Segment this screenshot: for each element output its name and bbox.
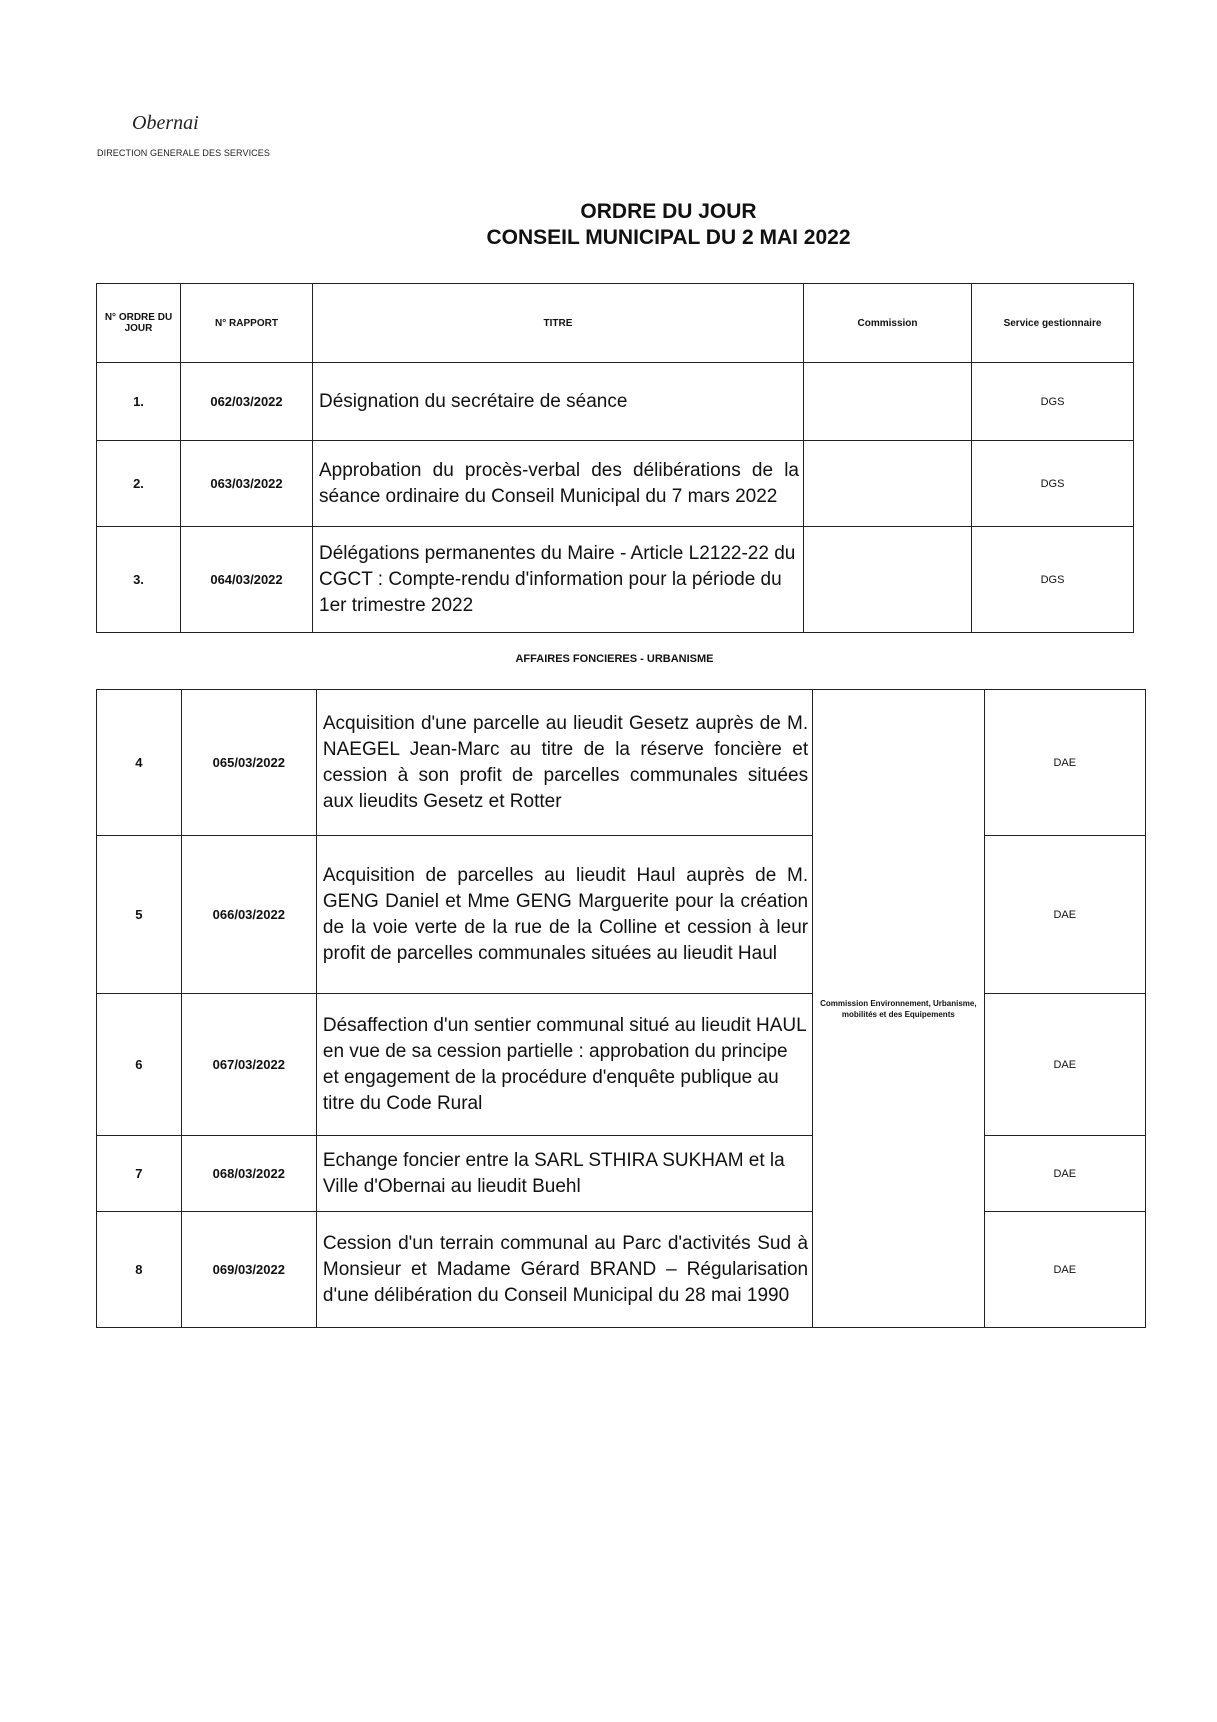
table-header-row bbox=[97, 284, 1134, 363]
section-title: AFFAIRES FONCIERES - URBANISME bbox=[515, 653, 714, 665]
row-ordre: 6 bbox=[97, 994, 182, 1136]
commission-cell: Commission Environnement, Urbanisme, mobilités et des Equipements bbox=[813, 690, 984, 1328]
row-service: DGS bbox=[972, 527, 1134, 633]
header-ordre: N° ORDRE DU JOUR bbox=[97, 284, 181, 363]
row-titre: Acquisition d'une parcelle au lieudit Gesetz auprès de M. NAEGEL Jean-Marc au titre de la réserve foncière et cession à son profit de parcelles communales situées aux lieudits Gesetz et Rotter bbox=[316, 690, 812, 836]
header-service: Service gestionnaire bbox=[972, 284, 1134, 363]
obernai-logo: Obernai bbox=[132, 112, 199, 134]
row-commission bbox=[804, 527, 972, 633]
row-commission bbox=[804, 363, 972, 441]
table-row bbox=[97, 1212, 1146, 1328]
row-titre: Approbation du procès-verbal des délibérations de la séance ordinaire du Conseil Municipal du 7 mars 2022 bbox=[313, 441, 804, 527]
row-ordre: 3. bbox=[97, 527, 181, 633]
table-row bbox=[97, 994, 1146, 1136]
direction-label: DIRECTION GENERALE DES SERVICES bbox=[97, 148, 270, 158]
row-ordre: 5 bbox=[97, 836, 182, 994]
row-titre: Acquisition de parcelles au lieudit Haul auprès de M. GENG Daniel et Mme GENG Marguerite pour la création de la voie verte de la rue de la Colline et cession à leur profit de parcelles communales situées au lieudit Haul bbox=[316, 836, 812, 994]
row-ordre: 8 bbox=[97, 1212, 182, 1328]
row-ordre: 1. bbox=[97, 363, 181, 441]
header-titre: TITRE bbox=[313, 284, 804, 363]
row-rapport: 064/03/2022 bbox=[181, 527, 313, 633]
row-service: DAE bbox=[984, 994, 1145, 1136]
document-subtitle: CONSEIL MUNICIPAL DU 2 MAI 2022 bbox=[486, 226, 851, 249]
row-rapport: 067/03/2022 bbox=[181, 994, 316, 1136]
document-title: ORDRE DU JOUR bbox=[580, 200, 757, 223]
row-service: DGS bbox=[972, 441, 1134, 527]
row-rapport: 062/03/2022 bbox=[181, 363, 313, 441]
row-rapport: 068/03/2022 bbox=[181, 1136, 316, 1212]
header-commission: Commission bbox=[804, 284, 972, 363]
row-service: DAE bbox=[984, 1212, 1145, 1328]
row-rapport: 065/03/2022 bbox=[181, 690, 316, 836]
agenda-table-foncier bbox=[96, 689, 1146, 1328]
header-rapport: N° RAPPORT bbox=[181, 284, 313, 363]
row-ordre: 2. bbox=[97, 441, 181, 527]
agenda-table-general bbox=[96, 283, 1134, 633]
table-row bbox=[97, 690, 1146, 836]
table-row bbox=[97, 363, 1134, 441]
row-titre: Délégations permanentes du Maire - Article L2122-22 du CGCT : Compte-rendu d'information pour la période du 1er trimestre 2022 bbox=[313, 527, 804, 633]
table-row bbox=[97, 527, 1134, 633]
row-titre: Echange foncier entre la SARL STHIRA SUKHAM et la Ville d'Obernai au lieudit Buehl bbox=[316, 1136, 812, 1212]
row-ordre: 7 bbox=[97, 1136, 182, 1212]
row-rapport: 063/03/2022 bbox=[181, 441, 313, 527]
table-row bbox=[97, 441, 1134, 527]
row-titre: Cession d'un terrain communal au Parc d'activités Sud à Monsieur et Madame Gérard BRAND – Régularisation d'une délibération du Conseil Municipal du 28 mai 1990 bbox=[316, 1212, 812, 1328]
table-row bbox=[97, 836, 1146, 994]
row-rapport: 066/03/2022 bbox=[181, 836, 316, 994]
row-titre: Désaffection d'un sentier communal situé au lieudit HAUL en vue de sa cession partielle : approbation du principe et engagement de la procédure d'enquête publique au titre du Code Rural bbox=[316, 994, 812, 1136]
row-service: DAE bbox=[984, 836, 1145, 994]
row-service: DGS bbox=[972, 363, 1134, 441]
row-commission bbox=[804, 441, 972, 527]
row-service: DAE bbox=[984, 1136, 1145, 1212]
table-row bbox=[97, 1136, 1146, 1212]
row-ordre: 4 bbox=[97, 690, 182, 836]
row-rapport: 069/03/2022 bbox=[181, 1212, 316, 1328]
row-titre: Désignation du secrétaire de séance bbox=[313, 363, 804, 441]
row-service: DAE bbox=[984, 690, 1145, 836]
